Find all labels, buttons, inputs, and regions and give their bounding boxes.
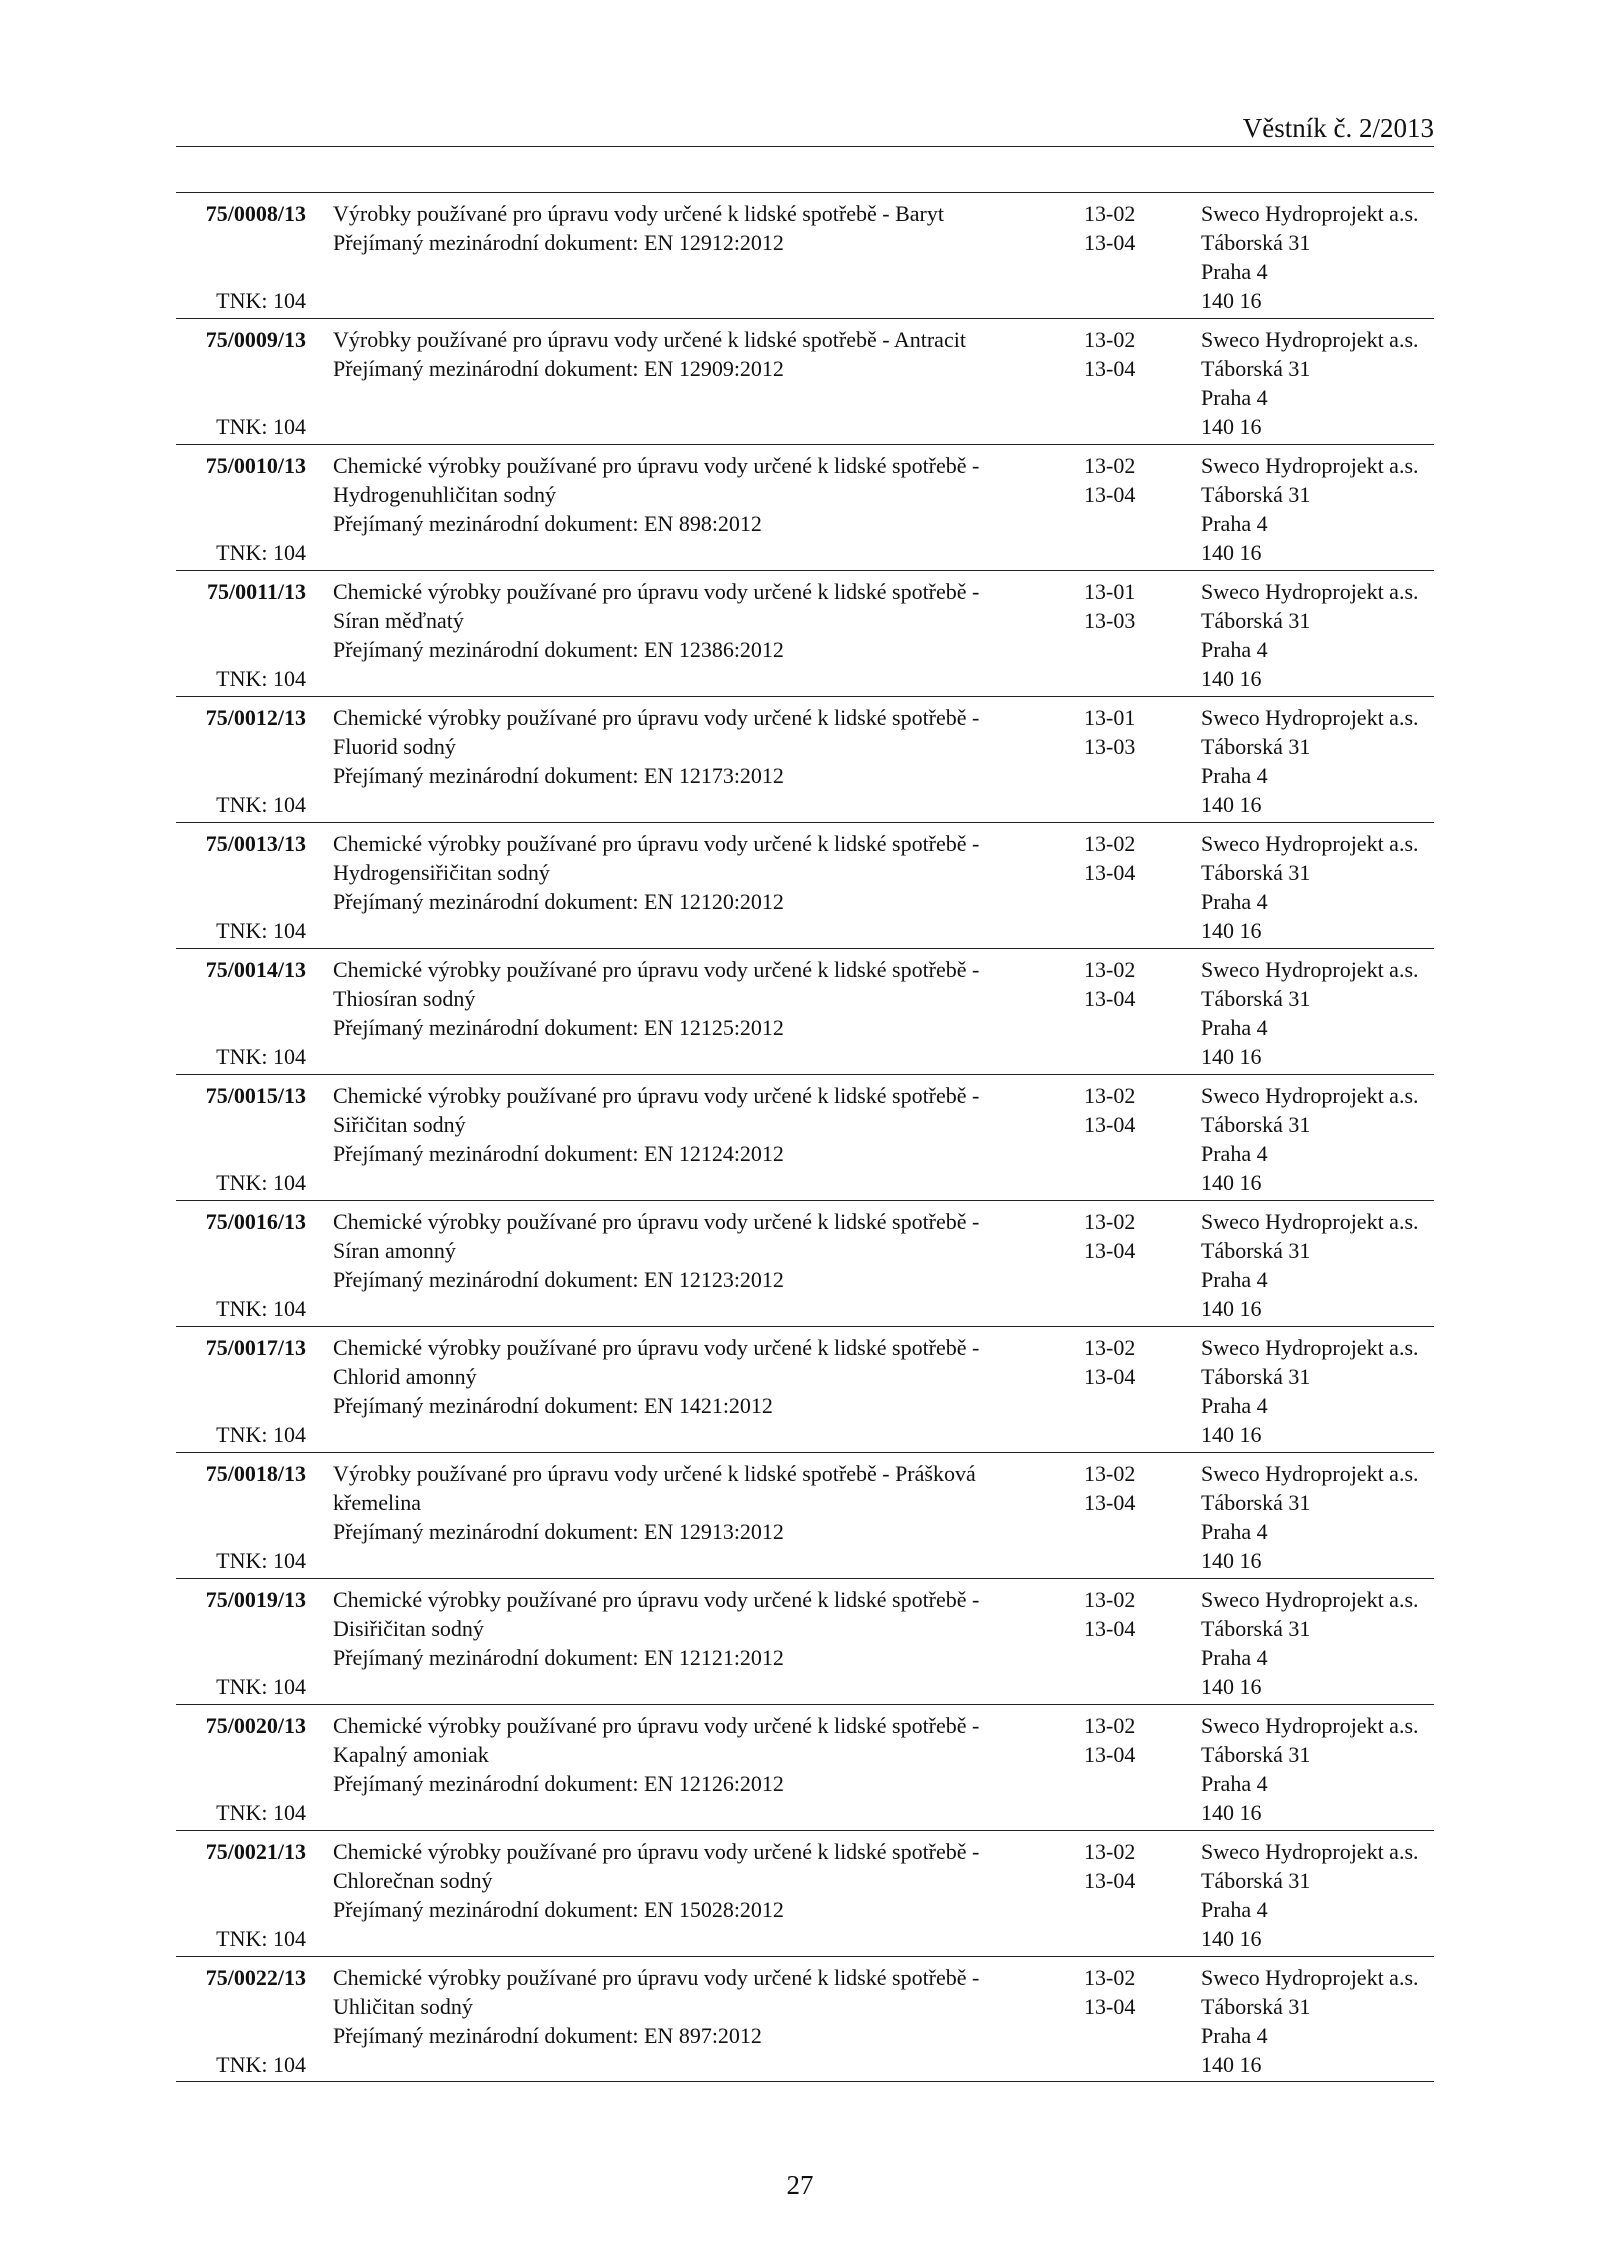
- code-list-line: 13-02: [1084, 1839, 1136, 1864]
- processor-address: [1201, 451, 1419, 567]
- code-list: [1084, 1585, 1135, 1643]
- processor-address-line: 140 16: [1201, 1044, 1262, 1069]
- processor-address-line: Táborská 31: [1201, 608, 1311, 633]
- processor-address-line: Sweco Hydroprojekt a.s.: [1201, 1335, 1419, 1360]
- description-line: Chemické výrobky používané pro úpravu vody určené k lidské spotřebě -: [333, 1083, 980, 1108]
- tnk-label: TNK: 104: [216, 792, 306, 817]
- list-item: [176, 948, 1434, 1074]
- code-list: [1084, 325, 1135, 383]
- description: [333, 703, 980, 790]
- processor-address-line: Sweco Hydroprojekt a.s.: [1201, 1461, 1419, 1486]
- description: [333, 829, 980, 916]
- code-list-line: 13-01: [1084, 579, 1136, 604]
- processor-address-line: Táborská 31: [1201, 356, 1311, 381]
- description-line: Přejímaný mezinárodní dokument: EN 12126:2012: [333, 1771, 784, 1796]
- page-number: 27: [786, 2170, 814, 2200]
- processor-address: [1201, 199, 1419, 315]
- standard-number: 75/0010/13: [205, 453, 306, 478]
- processor-address-line: 140 16: [1201, 1170, 1262, 1195]
- header-rule: [176, 146, 1434, 147]
- processor-address-line: Praha 4: [1201, 385, 1268, 410]
- processor-address: [1201, 1837, 1419, 1953]
- code-list-line: 13-04: [1084, 860, 1136, 885]
- description-line: křemelina: [333, 1490, 421, 1515]
- code-list-line: 13-04: [1084, 230, 1136, 255]
- processor-address: [1201, 1459, 1419, 1575]
- description-line: Thiosíran sodný: [333, 986, 476, 1011]
- processor-address-line: Praha 4: [1201, 2023, 1268, 2048]
- list-item: [176, 1074, 1434, 1200]
- standard-number: 75/0022/13: [205, 1965, 306, 1990]
- code-list-line: 13-02: [1084, 201, 1136, 226]
- processor-address-line: Sweco Hydroprojekt a.s.: [1201, 201, 1419, 226]
- code-list: [1084, 451, 1135, 509]
- processor-address-line: Praha 4: [1201, 637, 1268, 662]
- description-line: Chlorečnan sodný: [333, 1868, 493, 1893]
- description: [333, 1081, 980, 1168]
- processor-address: [1201, 1585, 1419, 1701]
- list-item: [176, 192, 1434, 318]
- code-list-line: 13-02: [1084, 1713, 1136, 1738]
- journal-header: Věstník č. 2/2013: [1242, 113, 1434, 143]
- description-line: Chemické výrobky používané pro úpravu vody určené k lidské spotřebě -: [333, 957, 980, 982]
- code-list-line: 13-02: [1084, 1083, 1136, 1108]
- description-line: Výrobky používané pro úpravu vody určené k lidské spotřebě - Prášková: [333, 1461, 976, 1486]
- processor-address-line: Praha 4: [1201, 1015, 1268, 1040]
- processor-address-line: Sweco Hydroprojekt a.s.: [1201, 1713, 1419, 1738]
- code-list-line: 13-04: [1084, 1994, 1136, 2019]
- processor-address-line: 140 16: [1201, 540, 1262, 565]
- code-list-line: 13-01: [1084, 705, 1136, 730]
- description-line: Chemické výrobky používané pro úpravu vody určené k lidské spotřebě -: [333, 453, 980, 478]
- processor-address: [1201, 955, 1419, 1071]
- code-list-line: 13-04: [1084, 1112, 1136, 1137]
- description-line: Siřičitan sodný: [333, 1112, 466, 1137]
- standard-number: 75/0019/13: [205, 1587, 306, 1612]
- processor-address-line: Táborská 31: [1201, 1616, 1311, 1641]
- code-list: [1084, 1711, 1135, 1769]
- description-line: Přejímaný mezinárodní dokument: EN 12125:2012: [333, 1015, 784, 1040]
- processor-address-line: Praha 4: [1201, 1771, 1268, 1796]
- list-item: [176, 822, 1434, 948]
- processor-address-line: Praha 4: [1201, 1645, 1268, 1670]
- tnk-label: TNK: 104: [216, 1674, 306, 1699]
- code-list: [1084, 1081, 1135, 1139]
- code-list-line: 13-04: [1084, 482, 1136, 507]
- standard-number: 75/0012/13: [205, 705, 306, 730]
- description-line: Přejímaný mezinárodní dokument: EN 1421:2012: [333, 1393, 773, 1418]
- processor-address-line: 140 16: [1201, 1548, 1262, 1573]
- processor-address-line: Sweco Hydroprojekt a.s.: [1201, 327, 1419, 352]
- processor-address-line: Táborská 31: [1201, 1742, 1311, 1767]
- description-line: Přejímaný mezinárodní dokument: EN 12909:2012: [333, 356, 784, 381]
- description: [333, 577, 980, 664]
- tnk-label: TNK: 104: [216, 1170, 306, 1195]
- standard-number: 75/0011/13: [206, 579, 306, 604]
- list-item: [176, 444, 1434, 570]
- processor-address-line: Táborská 31: [1201, 1490, 1311, 1515]
- code-list-line: 13-04: [1084, 1868, 1136, 1893]
- processor-address-line: 140 16: [1201, 792, 1262, 817]
- description-line: Přejímaný mezinárodní dokument: EN 897:2012: [333, 2023, 762, 2048]
- standard-number: 75/0009/13: [205, 327, 306, 352]
- processor-address-line: Sweco Hydroprojekt a.s.: [1201, 705, 1419, 730]
- standard-number: 75/0008/13: [205, 201, 306, 226]
- tnk-label: TNK: 104: [216, 666, 306, 691]
- code-list: [1084, 703, 1135, 761]
- description-line: Chemické výrobky používané pro úpravu vody určené k lidské spotřebě -: [333, 1209, 980, 1234]
- processor-address-line: 140 16: [1201, 1926, 1262, 1951]
- description-line: Přejímaný mezinárodní dokument: EN 12124:2012: [333, 1141, 784, 1166]
- tnk-label: TNK: 104: [216, 1548, 306, 1573]
- processor-address-line: Sweco Hydroprojekt a.s.: [1201, 831, 1419, 856]
- description-line: Hydrogensiřičitan sodný: [333, 860, 550, 885]
- processor-address-line: Sweco Hydroprojekt a.s.: [1201, 957, 1419, 982]
- list-item: [176, 696, 1434, 822]
- description-line: Výrobky používané pro úpravu vody určené k lidské spotřebě - Baryt: [333, 201, 944, 226]
- code-list-line: 13-02: [1084, 1587, 1136, 1612]
- code-list: [1084, 577, 1135, 635]
- code-list-line: 13-04: [1084, 356, 1136, 381]
- description: [333, 1207, 980, 1294]
- description: [333, 199, 944, 257]
- description-line: Přejímaný mezinárodní dokument: EN 12173:2012: [333, 763, 784, 788]
- description-line: Fluorid sodný: [333, 734, 456, 759]
- description-line: Přejímaný mezinárodní dokument: EN 12120:2012: [333, 889, 784, 914]
- list-item: [176, 1200, 1434, 1326]
- description: [333, 1459, 976, 1546]
- code-list: [1084, 1963, 1135, 2021]
- processor-address-line: Praha 4: [1201, 259, 1268, 284]
- description-line: Chemické výrobky používané pro úpravu vody určené k lidské spotřebě -: [333, 579, 980, 604]
- processor-address: [1201, 1333, 1419, 1449]
- processor-address-line: 140 16: [1201, 1674, 1262, 1699]
- code-list-line: 13-03: [1084, 734, 1136, 759]
- processor-address: [1201, 577, 1419, 693]
- processor-address: [1201, 1207, 1419, 1323]
- description: [333, 1333, 980, 1420]
- description-line: Výrobky používané pro úpravu vody určené k lidské spotřebě - Antracit: [333, 327, 966, 352]
- code-list-line: 13-02: [1084, 831, 1136, 856]
- tnk-label: TNK: 104: [216, 414, 306, 439]
- standard-number: 75/0013/13: [205, 831, 306, 856]
- list-item: [176, 1452, 1434, 1578]
- tnk-label: TNK: 104: [216, 288, 306, 313]
- standards-list: [176, 192, 1434, 2082]
- description-line: Chemické výrobky používané pro úpravu vody určené k lidské spotřebě -: [333, 1587, 980, 1612]
- code-list-line: 13-03: [1084, 608, 1136, 633]
- description-line: Přejímaný mezinárodní dokument: EN 12123:2012: [333, 1267, 784, 1292]
- description: [333, 1963, 980, 2050]
- code-list-line: 13-04: [1084, 1616, 1136, 1641]
- list-item: [176, 570, 1434, 696]
- code-list-line: 13-02: [1084, 1209, 1136, 1234]
- tnk-label: TNK: 104: [216, 1800, 306, 1825]
- code-list: [1084, 1207, 1135, 1265]
- processor-address-line: Sweco Hydroprojekt a.s.: [1201, 579, 1419, 604]
- list-item: [176, 1956, 1434, 2082]
- processor-address-line: Táborská 31: [1201, 1868, 1311, 1893]
- list-item: [176, 1704, 1434, 1830]
- tnk-label: TNK: 104: [216, 1044, 306, 1069]
- standard-number: 75/0014/13: [205, 957, 306, 982]
- description: [333, 1711, 980, 1798]
- description-line: Chemické výrobky používané pro úpravu vody určené k lidské spotřebě -: [333, 1335, 980, 1360]
- list-item: [176, 318, 1434, 444]
- code-list-line: 13-02: [1084, 327, 1136, 352]
- description-line: Síran amonný: [333, 1238, 456, 1263]
- description-line: Chemické výrobky používané pro úpravu vody určené k lidské spotřebě -: [333, 1839, 980, 1864]
- processor-address-line: 140 16: [1201, 666, 1262, 691]
- code-list-line: 13-04: [1084, 1238, 1136, 1263]
- description-line: Uhličitan sodný: [333, 1994, 473, 2019]
- description-line: Chlorid amonný: [333, 1364, 477, 1389]
- description: [333, 1585, 980, 1672]
- tnk-label: TNK: 104: [216, 1296, 306, 1321]
- processor-address-line: Sweco Hydroprojekt a.s.: [1201, 1965, 1419, 1990]
- standard-number: 75/0017/13: [205, 1335, 306, 1360]
- standard-number: 75/0018/13: [205, 1461, 306, 1486]
- processor-address-line: Praha 4: [1201, 889, 1268, 914]
- list-item: [176, 1830, 1434, 1956]
- description-line: Přejímaný mezinárodní dokument: EN 12121:2012: [333, 1645, 784, 1670]
- processor-address-line: 140 16: [1201, 1422, 1262, 1447]
- list-item: [176, 1326, 1434, 1452]
- processor-address-line: Praha 4: [1201, 1393, 1268, 1418]
- processor-address-line: Praha 4: [1201, 511, 1268, 536]
- processor-address-line: 140 16: [1201, 288, 1262, 313]
- standard-number: 75/0020/13: [205, 1713, 306, 1738]
- list-item: [176, 1578, 1434, 1704]
- description: [333, 955, 980, 1042]
- processor-address-line: Praha 4: [1201, 1267, 1268, 1292]
- description-line: Přejímaný mezinárodní dokument: EN 12386:2012: [333, 637, 784, 662]
- processor-address-line: Táborská 31: [1201, 1112, 1311, 1137]
- description-line: Přejímaný mezinárodní dokument: EN 12913:2012: [333, 1519, 784, 1544]
- processor-address-line: Praha 4: [1201, 1141, 1268, 1166]
- processor-address-line: Táborská 31: [1201, 986, 1311, 1011]
- description-line: Chemické výrobky používané pro úpravu vody určené k lidské spotřebě -: [333, 1965, 980, 1990]
- processor-address: [1201, 1963, 1419, 2079]
- processor-address-line: 140 16: [1201, 918, 1262, 943]
- code-list-line: 13-04: [1084, 1490, 1136, 1515]
- processor-address-line: Táborská 31: [1201, 1364, 1311, 1389]
- description-line: Přejímaný mezinárodní dokument: EN 898:2012: [333, 511, 762, 536]
- tnk-label: TNK: 104: [216, 918, 306, 943]
- processor-address-line: 140 16: [1201, 1800, 1262, 1825]
- processor-address-line: Praha 4: [1201, 1897, 1268, 1922]
- tnk-label: TNK: 104: [216, 540, 306, 565]
- processor-address-line: Táborská 31: [1201, 734, 1311, 759]
- code-list: [1084, 1837, 1135, 1895]
- code-list-line: 13-04: [1084, 986, 1136, 1011]
- standard-number: 75/0021/13: [205, 1839, 306, 1864]
- processor-address-line: Táborská 31: [1201, 1994, 1311, 2019]
- description-line: Přejímaný mezinárodní dokument: EN 12912:2012: [333, 230, 784, 255]
- description-line: Disiřičitan sodný: [333, 1616, 484, 1641]
- code-list-line: 13-02: [1084, 1335, 1136, 1360]
- description-line: Hydrogenuhličitan sodný: [333, 482, 557, 507]
- description-line: Chemické výrobky používané pro úpravu vody určené k lidské spotřebě -: [333, 1713, 980, 1738]
- processor-address: [1201, 829, 1419, 945]
- processor-address-line: 140 16: [1201, 2052, 1262, 2077]
- processor-address-line: Sweco Hydroprojekt a.s.: [1201, 1083, 1419, 1108]
- processor-address-line: 140 16: [1201, 1296, 1262, 1321]
- processor-address-line: Táborská 31: [1201, 230, 1311, 255]
- processor-address-line: Sweco Hydroprojekt a.s.: [1201, 1209, 1419, 1234]
- tnk-label: TNK: 104: [216, 2052, 306, 2077]
- processor-address-line: Praha 4: [1201, 1519, 1268, 1544]
- processor-address-line: Sweco Hydroprojekt a.s.: [1201, 453, 1419, 478]
- code-list-line: 13-02: [1084, 957, 1136, 982]
- description: [333, 1837, 980, 1924]
- processor-address-line: 140 16: [1201, 414, 1262, 439]
- description-line: Přejímaný mezinárodní dokument: EN 15028:2012: [333, 1897, 784, 1922]
- standard-number: 75/0016/13: [205, 1209, 306, 1234]
- processor-address: [1201, 1081, 1419, 1197]
- code-list: [1084, 1333, 1135, 1391]
- description-line: Kapalný amoniak: [333, 1742, 489, 1767]
- processor-address-line: Táborská 31: [1201, 1238, 1311, 1263]
- code-list-line: 13-04: [1084, 1364, 1136, 1389]
- processor-address-line: Sweco Hydroprojekt a.s.: [1201, 1839, 1419, 1864]
- processor-address: [1201, 325, 1419, 441]
- code-list-line: 13-04: [1084, 1742, 1136, 1767]
- description-line: Chemické výrobky používané pro úpravu vody určené k lidské spotřebě -: [333, 705, 980, 730]
- processor-address-line: Praha 4: [1201, 763, 1268, 788]
- description: [333, 325, 966, 383]
- description-line: Chemické výrobky používané pro úpravu vody určené k lidské spotřebě -: [333, 831, 980, 856]
- processor-address: [1201, 1711, 1419, 1827]
- processor-address-line: Táborská 31: [1201, 860, 1311, 885]
- code-list: [1084, 1459, 1135, 1517]
- processor-address-line: Sweco Hydroprojekt a.s.: [1201, 1587, 1419, 1612]
- description-line: Síran měďnatý: [333, 608, 464, 633]
- tnk-label: TNK: 104: [216, 1422, 306, 1447]
- tnk-label: TNK: 104: [216, 1926, 306, 1951]
- code-list-line: 13-02: [1084, 1461, 1136, 1486]
- standard-number: 75/0015/13: [205, 1083, 306, 1108]
- code-list-line: 13-02: [1084, 453, 1136, 478]
- code-list: [1084, 829, 1135, 887]
- processor-address-line: Táborská 31: [1201, 482, 1311, 507]
- code-list-line: 13-02: [1084, 1965, 1136, 1990]
- code-list: [1084, 199, 1135, 257]
- code-list: [1084, 955, 1135, 1013]
- processor-address: [1201, 703, 1419, 819]
- description: [333, 451, 980, 538]
